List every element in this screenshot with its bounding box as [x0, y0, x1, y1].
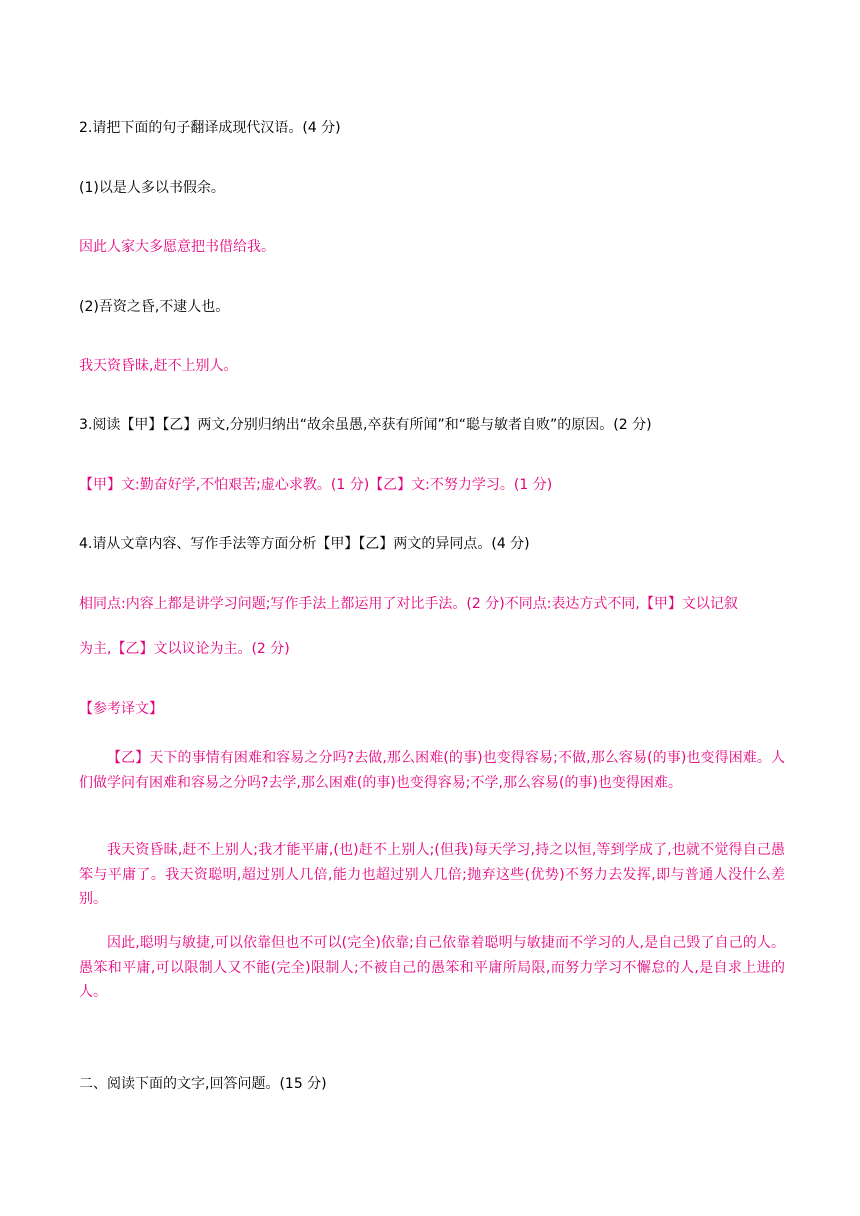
question-2-answer-2: 我天资昏昧,赶不上别人。 [79, 358, 238, 374]
question-2-sentence-2: (2)吾资之昏,不逮人也。 [79, 299, 230, 315]
question-4-title: 4.请从文章内容、写作手法等方面分析【甲】【乙】两文的异同点。(4 分) [79, 536, 530, 552]
translation-paragraph-2: 我天资昏昧,赶不上别人;我才能平庸,(也)赶不上别人;(但我)每天学习,持之以恒,等到学成了,也就不觉得自己愚笨与平庸了。我天资聪明,超过别人几倍,能力也超过别人几倍;抛弃这些(优势)不努力去发挥,即与普通人没什么差别。 [79, 842, 785, 907]
question-2-answer-1: 因此人家大多愿意把书借给我。 [79, 239, 275, 255]
question-3-answer: 【甲】文:勤奋好学,不怕艰苦;虚心求教。(1 分)【乙】文:不努力学习。(1 分) [79, 477, 553, 493]
question-3-title: 3.阅读【甲】【乙】两文,分别归纳出“故余虽愚,卒获有所闻”和“聪与敏者自败”的原因。(2 分) [79, 417, 652, 433]
translation-paragraph-1: 【乙】天下的事情有困难和容易之分吗?去做,那么困难(的事)也变得容易;不做,那么容易(的事)也变得困难。人们做学问有困难和容易之分吗?去学,那么困难(的事)也变得容易;不学,那么容易(的事)也变得困难。 [79, 750, 785, 791]
question-4-answer-line-2: 为主,【乙】文以议论为主。(2 分) [79, 641, 290, 657]
question-2-title: 2.请把下面的句子翻译成现代汉语。(4 分) [79, 120, 341, 136]
section-2-title: 二、阅读下面的文字,回答问题。(15 分) [79, 1076, 327, 1092]
translation-heading: 【参考译文】 [79, 701, 163, 717]
question-4-answer-line-1: 相同点:内容上都是讲学习问题;写作手法上都运用了对比手法。(2 分)不同点:表达方式不同,【甲】文以记叙 [79, 596, 738, 612]
translation-paragraph-3: 因此,聪明与敏捷,可以依靠但也不可以(完全)依靠;自己依靠着聪明与敏捷而不学习的人,是自己毁了自己的人。愚笨和平庸,可以限制人又不能(完全)限制人;不被自己的愚笨和平庸所局限,而努力学习不懈怠的人,是自求上进的人。 [79, 935, 785, 1000]
question-2-sentence-1: (1)以是人多以书假余。 [79, 180, 225, 196]
